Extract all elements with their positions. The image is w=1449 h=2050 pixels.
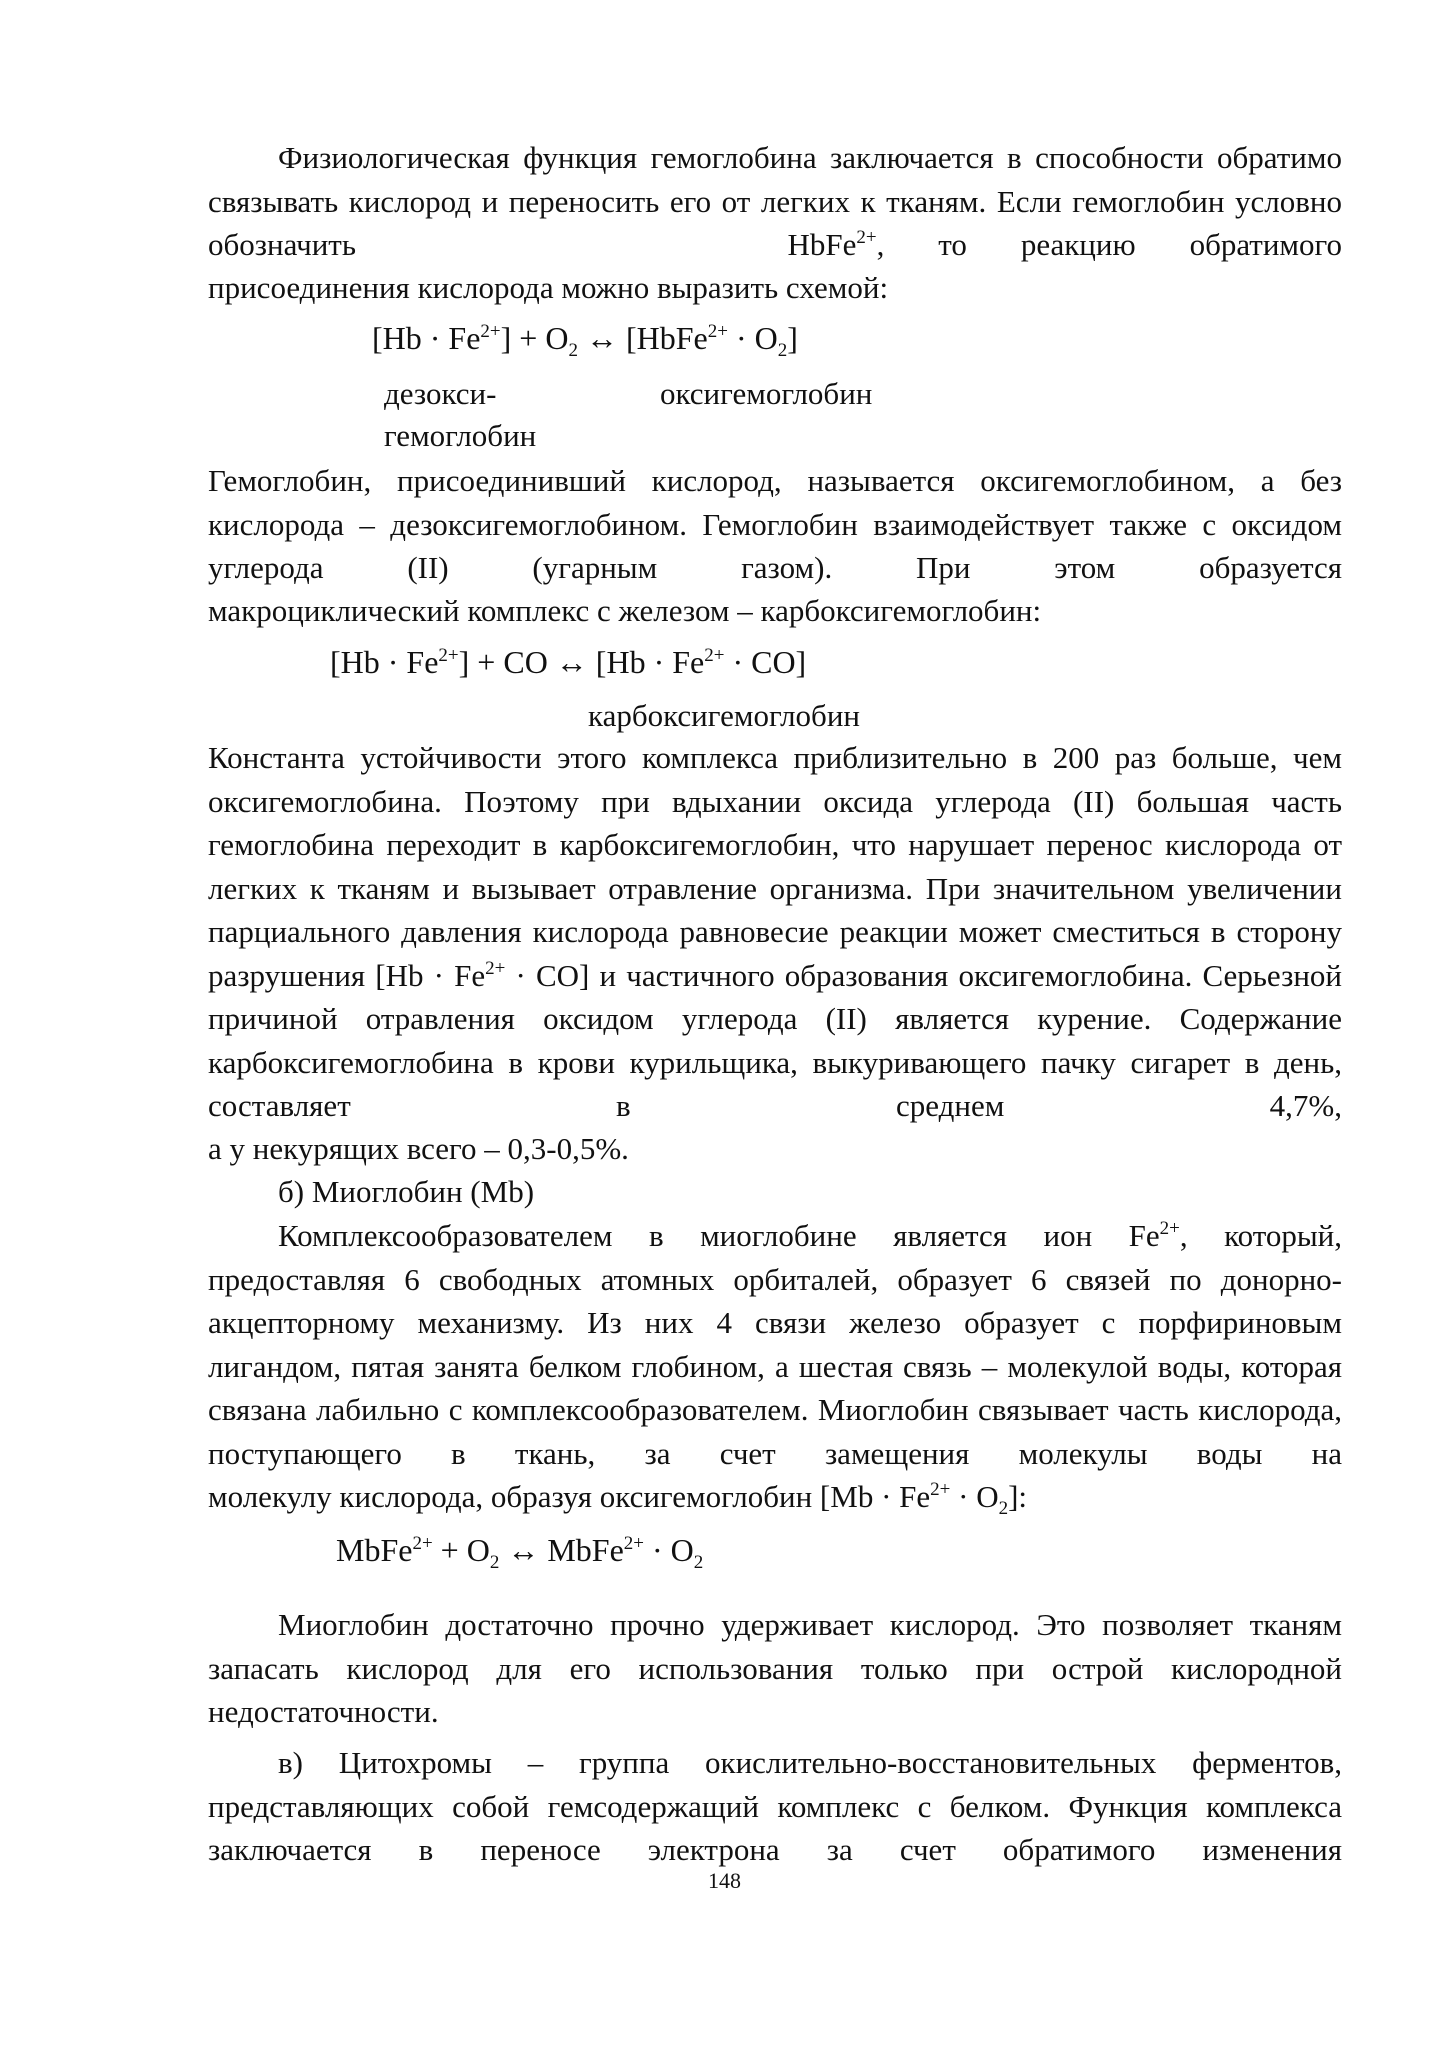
formula-part: · CO]	[732, 644, 807, 680]
superscript: 2+	[856, 227, 877, 248]
paragraph-text: , то реакцию обратимого	[876, 227, 1342, 262]
paragraph-text: · O	[958, 1479, 999, 1514]
paragraph-text: молекулу кислорода, образуя оксигемоглобин [Mb · Fe	[208, 1479, 931, 1514]
formula-part: MbFe	[547, 1532, 624, 1568]
formula-part: ]	[787, 320, 798, 356]
label-carboxyhemoglobin: карбоксигемоглобин	[588, 698, 861, 733]
superscript: 2+	[485, 957, 506, 979]
paragraph-text: Константа устойчивости этого комплекса приблизительно в 200 раз больше, чем оксигемоглобина. Поэтому при вдыхании оксида углерода (II) большая часть гемоглобина переходит в карбоксигемоглобин, что нарушает перенос кислорода от легких к тканям и вызывает отравление организма. При значительном увеличении парциального давления кислорода равновесие реакции может сместиться в сторону разрушения [Hb · Fe	[208, 740, 1342, 993]
paragraph-line: недостаточности.	[208, 1694, 439, 1729]
page-number: 148	[708, 1868, 741, 1893]
formula-part: [Hb · Fe	[595, 644, 705, 680]
label-oxyhemoglobin: оксигемоглобин	[660, 376, 873, 411]
formula-part: ] + O	[500, 320, 569, 356]
subscript: 2	[777, 340, 788, 361]
paragraph-cytochromes: в) Цитохромы – группа окислительно-восстановительных ферментов, представляющих собой гемсодержащий комплекс с белком. Функция комплекса заключается в переносе электрона за счет обратимого изменения	[208, 1745, 1342, 1867]
formula-carboxyhemoglobin	[330, 644, 806, 681]
paragraph-text: · CO] и частичного образования оксигемоглобина. Серьезной причиной отравления оксидом углерода (II) является курение. Содержание карбоксигемоглобина в крови курильщика, выкуривающего пачку сигарет в день, составляет в среднем 4,7%,	[208, 957, 1342, 1123]
paragraph-text: ]:	[1008, 1479, 1028, 1514]
superscript: 2+	[480, 321, 501, 342]
paragraph-text: , который, предоставляя 6 свободных атомных орбиталей, образует 6 связей по донорно-акцепторному механизму. Из них 4 связи железо образует с порфириновым лигандом, пятая занята белком глобином, а шестая связь – молекулой воды, которая связана лабильно с комплексообразователем. Миоглобин связывает часть кислорода, поступающего в ткань, за счет замещения молекулы воды на	[208, 1218, 1342, 1471]
formula-oxygen-binding	[372, 320, 798, 361]
subscript: 2	[693, 1552, 704, 1573]
superscript: 2+	[623, 1533, 644, 1554]
subscript: 2	[568, 340, 578, 361]
paragraph-hemoglobin-function	[208, 136, 1342, 267]
section-heading-myoglobin: б) Миоглобин (Mb)	[278, 1174, 535, 1209]
superscript: 2+	[707, 321, 728, 342]
superscript: 2+	[438, 645, 459, 666]
formula-part: [Hb · Fe	[372, 320, 481, 356]
superscript: 2+	[704, 645, 725, 666]
formula-part: MbFe	[336, 1532, 413, 1568]
paragraph-text: Комплексообразователем в миоглобине является ион Fe	[278, 1218, 1160, 1253]
superscript: 2+	[1159, 1218, 1180, 1239]
reversible-arrow: ↔	[585, 320, 618, 356]
label-deoxy: дезокси-	[384, 376, 497, 411]
formula-part: · O	[735, 320, 778, 356]
superscript: 2+	[412, 1533, 433, 1554]
label-hemoglobin: гемоглобин	[384, 418, 537, 453]
formula-part: ] + CO	[458, 644, 548, 680]
paragraph-carbon-monoxide: Гемоглобин, присоединивший кислород, называется оксигемоглобином, а без кислорода – дезоксигемоглобином. Гемоглобин взаимодействует также с оксидом углерода (II) (угарным газом). При этом образуется	[208, 463, 1342, 585]
paragraph-text: Физиологическая функция гемоглобина заключается в способности обратимо связывать кислород и переносить его от легких к тканям. Если гемоглобин условно обозначить	[208, 140, 1342, 262]
paragraph-line: а у некурящих всего – 0,3-0,5%.	[208, 1131, 629, 1166]
reversible-arrow: ↔	[507, 1532, 540, 1568]
subscript: 2	[998, 1498, 1009, 1519]
paragraph-stability-constant	[208, 736, 1342, 1128]
superscript: 2+	[930, 1479, 951, 1500]
paragraph-line: макроциклический комплекс с железом – карбоксигемоглобин:	[208, 593, 1042, 628]
formula-part: + O	[440, 1532, 490, 1568]
formula-part: · O	[652, 1532, 694, 1568]
reversible-arrow: ↔	[555, 644, 588, 680]
formula-part: [Hb · Fe	[330, 644, 439, 680]
paragraph-myoglobin-storage: Миоглобин достаточно прочно удерживает кислород. Это позволяет тканям запасать кислород для его использования только при острой кислородной	[208, 1607, 1342, 1686]
formula-hbfe: HbFe	[787, 227, 857, 262]
subscript: 2	[489, 1552, 500, 1573]
formula-part: [HbFe	[625, 320, 708, 356]
paragraph-line	[208, 1475, 1027, 1519]
formula-myoglobin-oxygen	[336, 1532, 704, 1573]
paragraph-line: присоединения кислорода можно выразить схемой:	[208, 270, 889, 305]
paragraph-myoglobin	[208, 1214, 1342, 1475]
